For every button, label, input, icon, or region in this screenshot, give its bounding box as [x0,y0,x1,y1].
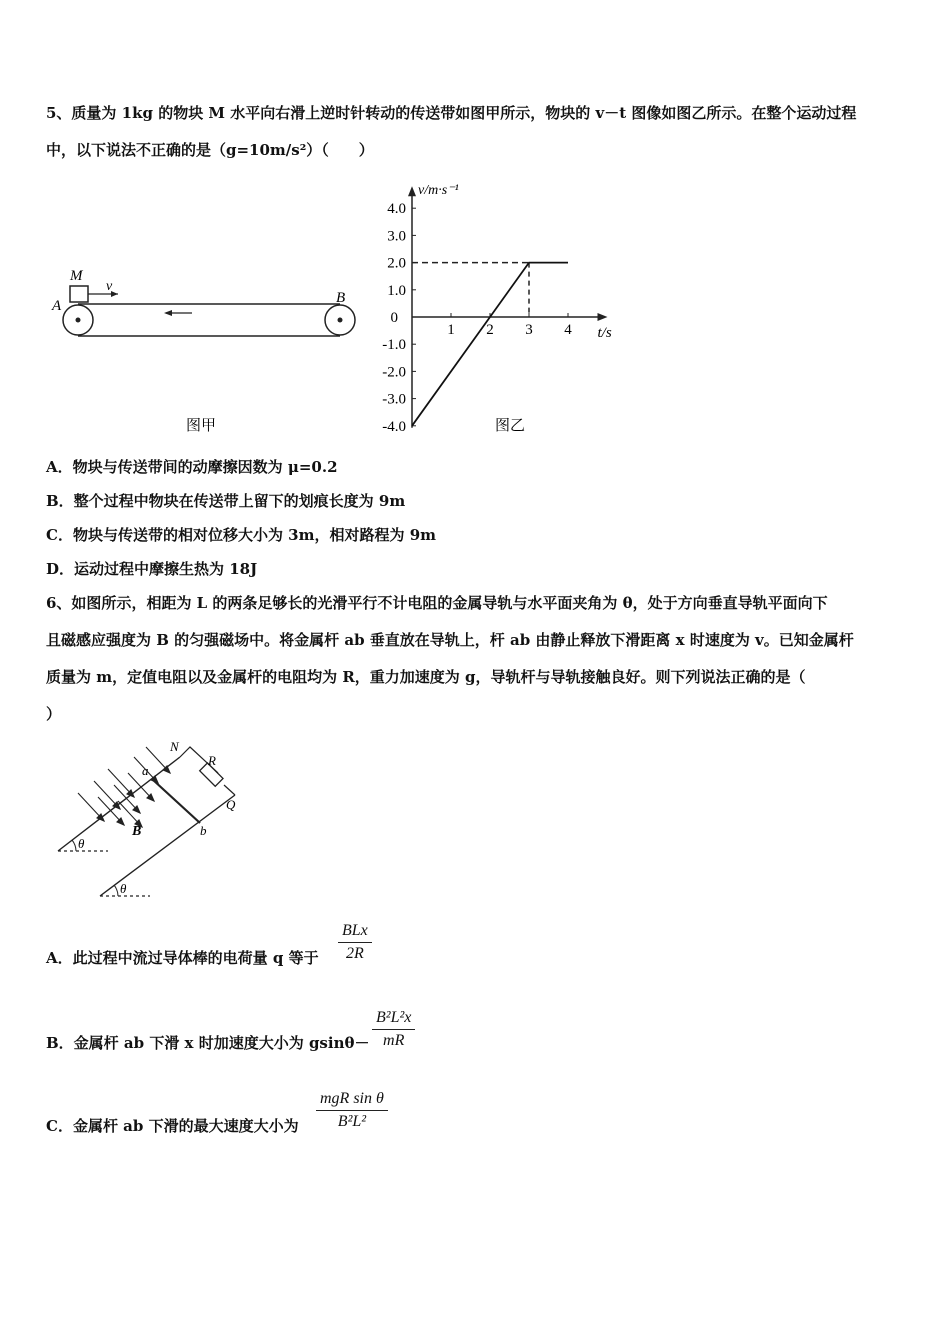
figure-jia-conveyor [48,262,368,442]
y-tick-label: 1.0 [387,282,406,299]
q6-option-c-fraction [316,1090,388,1131]
x-tick-label: 1 [447,322,455,338]
q6-option-c[interactable]: C．金属杆 ab 下滑的最大速度大小为 [46,1117,299,1135]
rod-ab [152,779,200,823]
label-n: N [170,739,179,754]
fraction-denominator: mR [383,1032,405,1049]
label-field-b: B [132,824,142,839]
q5-option-a[interactable]: A．物块与传送带间的动摩擦因数为 μ=0.2 [46,458,338,476]
q5-stem-line1: 5、质量为 1kg 的物块 M 水平向右滑上逆时针转动的传送带如图甲所示，物块的 v－t 图像如图乙所示。在整个运动过程 [46,104,857,122]
x-axis-label: t/s [597,325,612,341]
q6-stem-line1: 6、如图所示，相距为 L 的两条足够长的光滑平行不计电阻的金属导轨与水平面夹角为 θ，处于方向垂直导轨平面向下 [46,594,828,612]
label-theta-2: θ [120,881,127,896]
y-axis-arrow-icon [408,186,416,196]
fraction-numerator: B²L²x [376,1009,412,1026]
figure-inclined-rails [50,735,260,905]
q6-option-a[interactable]: A．此过程中流过导体棒的电荷量 q 等于 [46,949,319,967]
x-tick-label: 2 [486,322,494,338]
q5-stem-line2: 中，以下说法不正确的是（g=10m/s²）（ ） [46,141,374,159]
q6-option-b-fraction [372,1009,415,1050]
label-b: b [200,823,207,838]
series-line [412,263,568,426]
q6-option-b[interactable]: B．金属杆 ab 下滑 x 时加速度大小为 gsinθ－ [46,1034,370,1052]
rail-upper [58,757,180,851]
label-q: Q [226,797,236,812]
q6-stem-line3: 质量为 m，定值电阻以及金属杆的电阻均为 R，重力加速度为 g，导轨杆与导轨接触良好。则下列说法正确的是（ [46,668,806,686]
x-tick-label: 4 [564,322,572,338]
q5-option-b[interactable]: B．整个过程中物块在传送带上留下的划痕长度为 9m [46,492,406,510]
y-tick-label: 2.0 [387,255,406,272]
caption-jia: 图甲 [186,416,217,434]
block-m [70,286,88,302]
label-r: R [208,753,216,768]
y-tick-label: -3.0 [382,391,406,408]
label-b: B [336,290,346,306]
y-tick-label: -4.0 [382,418,406,435]
magnetic-field-arrows-icon [78,747,170,827]
origin-label: 0 [390,310,398,326]
q6-stem-line2: 且磁感应强度为 B 的匀强磁场中。将金属杆 ab 垂直放在导轨上，杆 ab 由静止释放下滑距离 x 时速度为 v。已知金属杆 [46,631,854,649]
caption-yi: 图乙 [494,416,526,434]
y-axis-label: v/m·s⁻¹ [418,183,459,199]
label-a: a [142,763,149,778]
x-axis-arrow-icon [598,313,608,321]
label-m: M [70,268,83,284]
q5-option-d[interactable]: D．运动过程中摩擦生热为 18J [46,560,258,578]
fraction-numerator: BLx [342,922,368,939]
y-tick-label: -1.0 [382,337,406,354]
fraction-numerator: mgR sin θ [320,1090,384,1107]
fraction-denominator: B²L² [337,1113,367,1130]
q5-option-c[interactable]: C．物块与传送带的相对位移大小为 3m，相对路程为 9m [46,526,437,544]
fraction-denominator: 2R [346,945,364,962]
figure-yi-vt-graph [370,170,630,440]
label-v: v [106,279,113,294]
belt-direction-arrow-icon [164,310,172,316]
y-tick-label: -2.0 [382,364,406,381]
q6-stem-line4: ） [46,705,62,723]
y-tick-label: 3.0 [387,228,406,245]
label-theta-1: θ [78,836,85,851]
q6-option-a-fraction [338,922,372,963]
label-a: A [52,298,62,314]
x-tick-label: 3 [525,322,533,338]
y-tick-label: 4.0 [387,201,406,218]
